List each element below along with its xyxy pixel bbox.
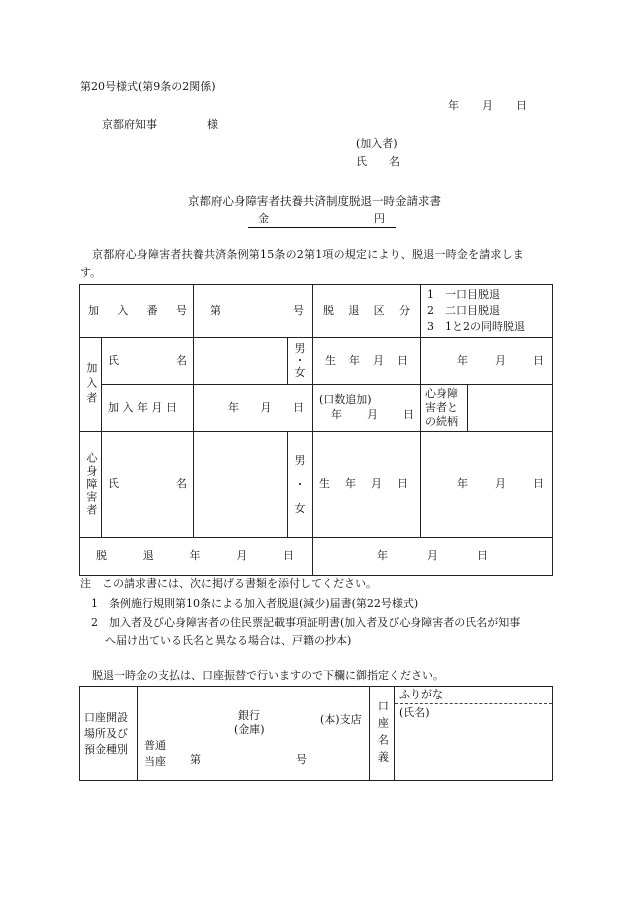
date-month-label: 月 bbox=[482, 99, 493, 112]
disabled-gender-field[interactable]: 男 ・ 女 bbox=[288, 432, 313, 538]
disabled-name-field[interactable] bbox=[194, 432, 288, 538]
disabled-birth-label: 生 年 月 日 bbox=[313, 432, 421, 538]
amount-prefix: 金 bbox=[258, 212, 269, 225]
intro-line-1: 京都府心身障害者扶養共済条例第15条の2第1項の規定により、脱退一時金を請求しま bbox=[92, 248, 524, 261]
account-type-ordinary[interactable]: 普通 bbox=[144, 739, 166, 752]
bank-details-field[interactable]: 銀行 (金庫) (本)支店 普通 当座 第 号 bbox=[138, 687, 370, 781]
subscriber-number-field[interactable]: 第 号 bbox=[194, 285, 313, 338]
bank-account-label: 口座開設 場所及び 預金種別 bbox=[80, 687, 138, 781]
withdrawal-date-field[interactable]: 年 月 日 bbox=[313, 538, 553, 576]
relationship-field[interactable] bbox=[468, 385, 553, 432]
disabled-name-label: 氏 名 bbox=[102, 432, 194, 538]
join-date-label: 加 入 年 月 日 bbox=[102, 385, 194, 432]
account-type-current[interactable]: 当座 bbox=[144, 755, 166, 768]
withdrawal-type-options[interactable] bbox=[421, 285, 553, 338]
bank-table bbox=[79, 686, 553, 781]
addressee: 京都府知事 bbox=[102, 118, 157, 131]
applicant-label: (加入者) bbox=[356, 137, 398, 150]
addressee-suffix: 様 bbox=[207, 118, 218, 131]
table-row bbox=[80, 538, 553, 576]
notes-lead: 注 この請求書には、次に掲げる書類を添付してください。 bbox=[80, 577, 377, 590]
subscriber-birth-field[interactable]: 年 月 日 bbox=[421, 338, 553, 385]
date-day-label: 日 bbox=[516, 99, 527, 112]
intro-line-2: す。 bbox=[80, 266, 102, 279]
relationship-label: 心身障 害者と の続柄 bbox=[421, 385, 468, 432]
join-date-field[interactable]: 年 月 日 bbox=[194, 385, 313, 432]
application-table bbox=[79, 284, 553, 576]
table-row bbox=[80, 338, 553, 385]
table-row bbox=[80, 432, 553, 538]
notes-item-1: 1 条例施行規則第10条による加入者脱退(減少)届書(第22号様式) bbox=[91, 597, 419, 610]
account-holder-label: 口座名義 bbox=[370, 687, 395, 781]
withdrawal-date-label: 脱 退 年 月 日 bbox=[80, 538, 313, 576]
amount-line bbox=[248, 212, 396, 228]
form-number: 第20号様式(第9条の2関係) bbox=[80, 80, 216, 93]
table-row bbox=[80, 285, 553, 338]
amount-unit: 円 bbox=[374, 212, 385, 225]
subscriber-number-label: 加 入 番 号 bbox=[80, 285, 194, 338]
table-row bbox=[80, 687, 553, 704]
date-year-label: 年 bbox=[448, 99, 459, 112]
withdrawal-option-3[interactable]: 3 1と2の同時脱退 bbox=[427, 320, 525, 333]
furigana-field[interactable]: ふりがな bbox=[395, 687, 553, 704]
disabled-birth-field[interactable]: 年 月 日 bbox=[421, 432, 553, 538]
subscriber-birth-label: 生 年 月 日 bbox=[313, 338, 421, 385]
subscriber-gender-field[interactable]: 男 ・ 女 bbox=[288, 338, 313, 385]
notes-item-2-line-2: へ届け出ている氏名と異なる場合は、戸籍の抄本) bbox=[105, 634, 352, 647]
account-holder-name-field[interactable]: (氏名) bbox=[395, 704, 553, 781]
withdrawal-option-2[interactable]: 2 二口目脱退 bbox=[427, 304, 500, 317]
withdrawal-option-1[interactable]: 1 一口目脱退 bbox=[427, 288, 500, 301]
payment-instruction: 脱退一時金の支払は、口座振替で行いますので下欄に御指定ください。 bbox=[92, 669, 444, 682]
subscriber-name-label: 氏 名 bbox=[102, 338, 194, 385]
subscriber-group-label: 加入者 bbox=[80, 338, 102, 432]
withdrawal-type-label: 脱 退 区 分 bbox=[313, 285, 421, 338]
applicant-name-label: 氏 名 bbox=[356, 155, 400, 168]
notes-item-2-line-1: 2 加入者及び心身障害者の住民票記載事項証明書(加入者及び心身障害者の氏名が知事 bbox=[91, 616, 521, 629]
additional-units-field[interactable]: (口数追加) 年 月 日 bbox=[313, 385, 421, 432]
form-title: 京都府心身障害者扶養共済制度脱退一時金請求書 bbox=[188, 194, 441, 208]
subscriber-name-field[interactable] bbox=[194, 338, 288, 385]
disabled-person-group-label: 心身障害者 bbox=[80, 432, 102, 538]
table-row bbox=[80, 385, 553, 432]
